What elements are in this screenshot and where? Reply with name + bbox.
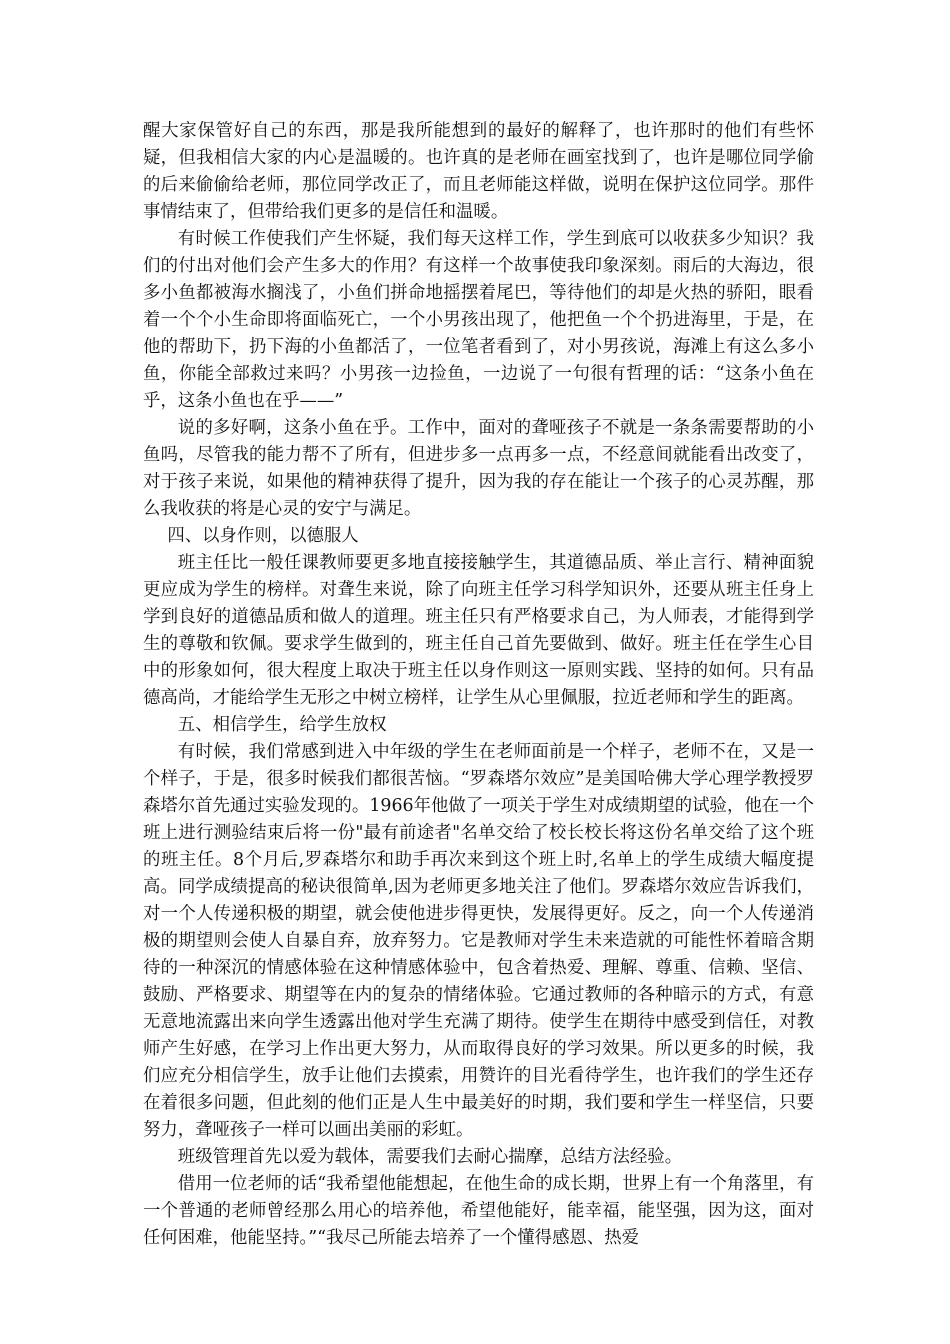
paragraph-fish-reflection: 说的多好啊，这条小鱼在乎。工作中，面对的聋哑孩子不就是一条条需要帮助的小鱼吗，尽管我的能力帮不了所有，但进步多一点再多一点，不经意间就能看出改变了，对于孩子来说，如果他的精神获得了提升，因为我的存在能让一个孩子的心灵苏醒，那么我收获的将是心灵的安宁与满足。 bbox=[143, 418, 814, 519]
paragraph-rosenthal-effect: 有时候，我们常感到进入中年级的学生在老师面前是一个样子，老师不在，又是一个样子，于是，很多时候我们都很苦恼。“罗森塔尔效应”是美国哈佛大学心理学教授罗森塔尔首先通过实验发现的。1966年他做了一项关于学生对成绩期望的试验，他在一个班上进行测验结束后将一份"最有前途者"名单交给了校长校长将这份名单交给了这个班的班主任。8个月后,罗森塔尔和助手再次来到这个班上时,名单上的学生成绩大幅度提高。同学成绩提高的秘诀很简单,因为老师更多地关注了他们。罗森塔尔效应告诉我们，对一个人传递积极的期望，就会使他进步得更快，发展得更好。反之，向一个人传递消极的期望则会使人自暴自弃，放弃努力。它是教师对学生未来造就的可能性怀着暗含期待的一种深沉的情感体验在这种情感体验中，包含着热爱、理解、尊重、信赖、坚信、鼓励、严格要求、期望等在内的复杂的情绪体验。它通过教师的各种暗示的方式，有意无意地流露出来向学生透露出他对学生充满了期待。使学生在期待中感受到信任，对教师产生好感，在学习上作出更大努力，从而取得良好的学习效果。所以更多的时候，我们应充分相信学生，放手让他们去摸索，用赞许的目光看待学生，也许我们的学生还存在着很多问题，但此刻的他们正是人生中最美好的时期，我们要和学生一样坚信，只要努力，聋哑孩子一样可以画出美丽的彩虹。 bbox=[143, 742, 814, 1140]
paragraph-lead-by-example: 班主任比一般任课教师要更多地直接接触学生，其道德品质、举止言行、精神面貌更应成为学生的榜样。对聋生来说，除了向班主任学习科学知识外，还要从班主任身上学到良好的道德品质和做人的道理。班主任只有严格要求自己，为人师表，才能得到学生的尊敬和钦佩。要求学生做到的，班主任自己首先要做到、做好。班主任在学生心目中的形象如何，很大程度上取决于班主任以身作则这一原则实践、坚持的如何。只有品德高尚，才能给学生无形之中树立榜样，让学生从心里佩服，拉近老师和学生的距离。 bbox=[143, 553, 814, 708]
section-heading-trust-students: 五、相信学生，给学生放权 bbox=[177, 715, 387, 735]
paragraph-continuation: 醒大家保管好自己的东西，那是我所能想到的最好的解释了，也许那时的他们有些怀疑，但我相信大家的内心是温暖的。也许真的是老师在画室找到了，也许是哪位同学偷的后来偷偷给老师，那位同学改正了，而且老师能这样做，说明在保护这位同学。那件事情结束了，但带给我们更多的是信任和温暖。 bbox=[143, 121, 814, 222]
section-heading-lead-by-example: 四、以身作则，以德服人 bbox=[167, 526, 359, 546]
document-body bbox=[143, 118, 814, 1252]
paragraph-quote: 借用一位老师的话“我希望他能想起，在他生命的成长期，世界上有一个角落里，有一个普通的老师曾经那么用心的培养他，希望他能好，能幸福，能坚强，因为这，面对任何困难，他能坚持。”“我尽己所能去培养了一个懂得感恩、热爱 bbox=[143, 1174, 814, 1248]
paragraph-fish-story: 有时候工作使我们产生怀疑，我们每天这样工作，学生到底可以收获多少知识？我们的付出对他们会产生多大的作用？有这样一个故事使我印象深刻。雨后的大海边，很多小鱼都被海水搁浅了，小鱼们拼命地摇摆着尾巴，等待他们的却是火热的骄阳，眼看着一个个小生命即将面临死亡，一个小男孩出现了，他把鱼一个个扔进海里，于是，在他的帮助下，扔下海的小鱼都活了，一位笔者看到了，对小男孩说，海滩上有这么多小鱼，你能全部救过来吗？小男孩一边捡鱼，一边说了一句很有哲理的话：“这条小鱼在乎，这条小鱼也在乎——” bbox=[143, 229, 814, 411]
paragraph-summary: 班级管理首先以爱为载体，需要我们去耐心揣摩，总结方法经验。 bbox=[177, 1147, 683, 1167]
